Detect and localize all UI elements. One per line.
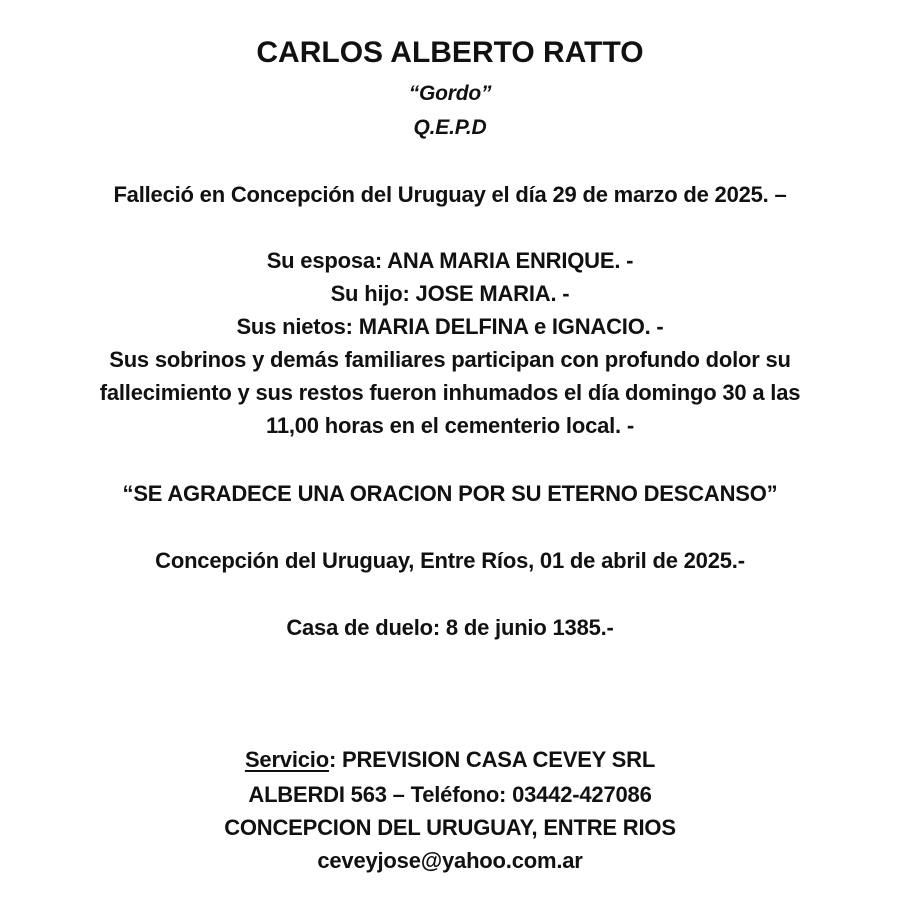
deceased-name: CARLOS ALBERTO RATTO bbox=[256, 36, 644, 69]
service-separator: : bbox=[328, 747, 337, 772]
death-notice: Falleció en Concepción del Uruguay el día 29 de marzo de 2025. – bbox=[113, 182, 787, 207]
place-date: Concepción del Uruguay, Entre Ríos, 01 de abril de 2025.- bbox=[155, 548, 745, 573]
service-email: ceveyjose@yahoo.com.ar bbox=[317, 848, 583, 873]
qepd: Q.E.P.D bbox=[413, 116, 487, 139]
spouse-line: Su esposa: ANA MARIA ENRIQUE. - bbox=[266, 248, 634, 273]
family-paragraph-line: 11,00 horas en el cementerio local. - bbox=[266, 413, 634, 438]
service-line bbox=[0, 745, 900, 775]
family-paragraph-line: Sus sobrinos y demás familiares participan con profundo dolor su bbox=[109, 347, 791, 372]
family-paragraph-line: fallecimiento y sus restos fueron inhumados el día domingo 30 a las bbox=[99, 380, 801, 405]
service-city: CONCEPCION DEL URUGUAY, ENTRE RIOS bbox=[224, 815, 676, 840]
prayer-request: “SE AGRADECE UNA ORACION POR SU ETERNO DESCANSO” bbox=[122, 481, 778, 506]
mourning-house: Casa de duelo: 8 de junio 1385.- bbox=[286, 615, 614, 640]
nickname: “Gordo” bbox=[408, 82, 492, 105]
grandchildren-line: Sus nietos: MARIA DELFINA e IGNACIO. - bbox=[236, 314, 664, 339]
service-company: PREVISION CASA CEVEY SRL bbox=[336, 747, 656, 772]
service-address-phone: ALBERDI 563 – Teléfono: 03442-427086 bbox=[248, 782, 652, 807]
son-line: Su hijo: JOSE MARIA. - bbox=[330, 281, 570, 306]
service-label: Servicio bbox=[244, 747, 329, 772]
